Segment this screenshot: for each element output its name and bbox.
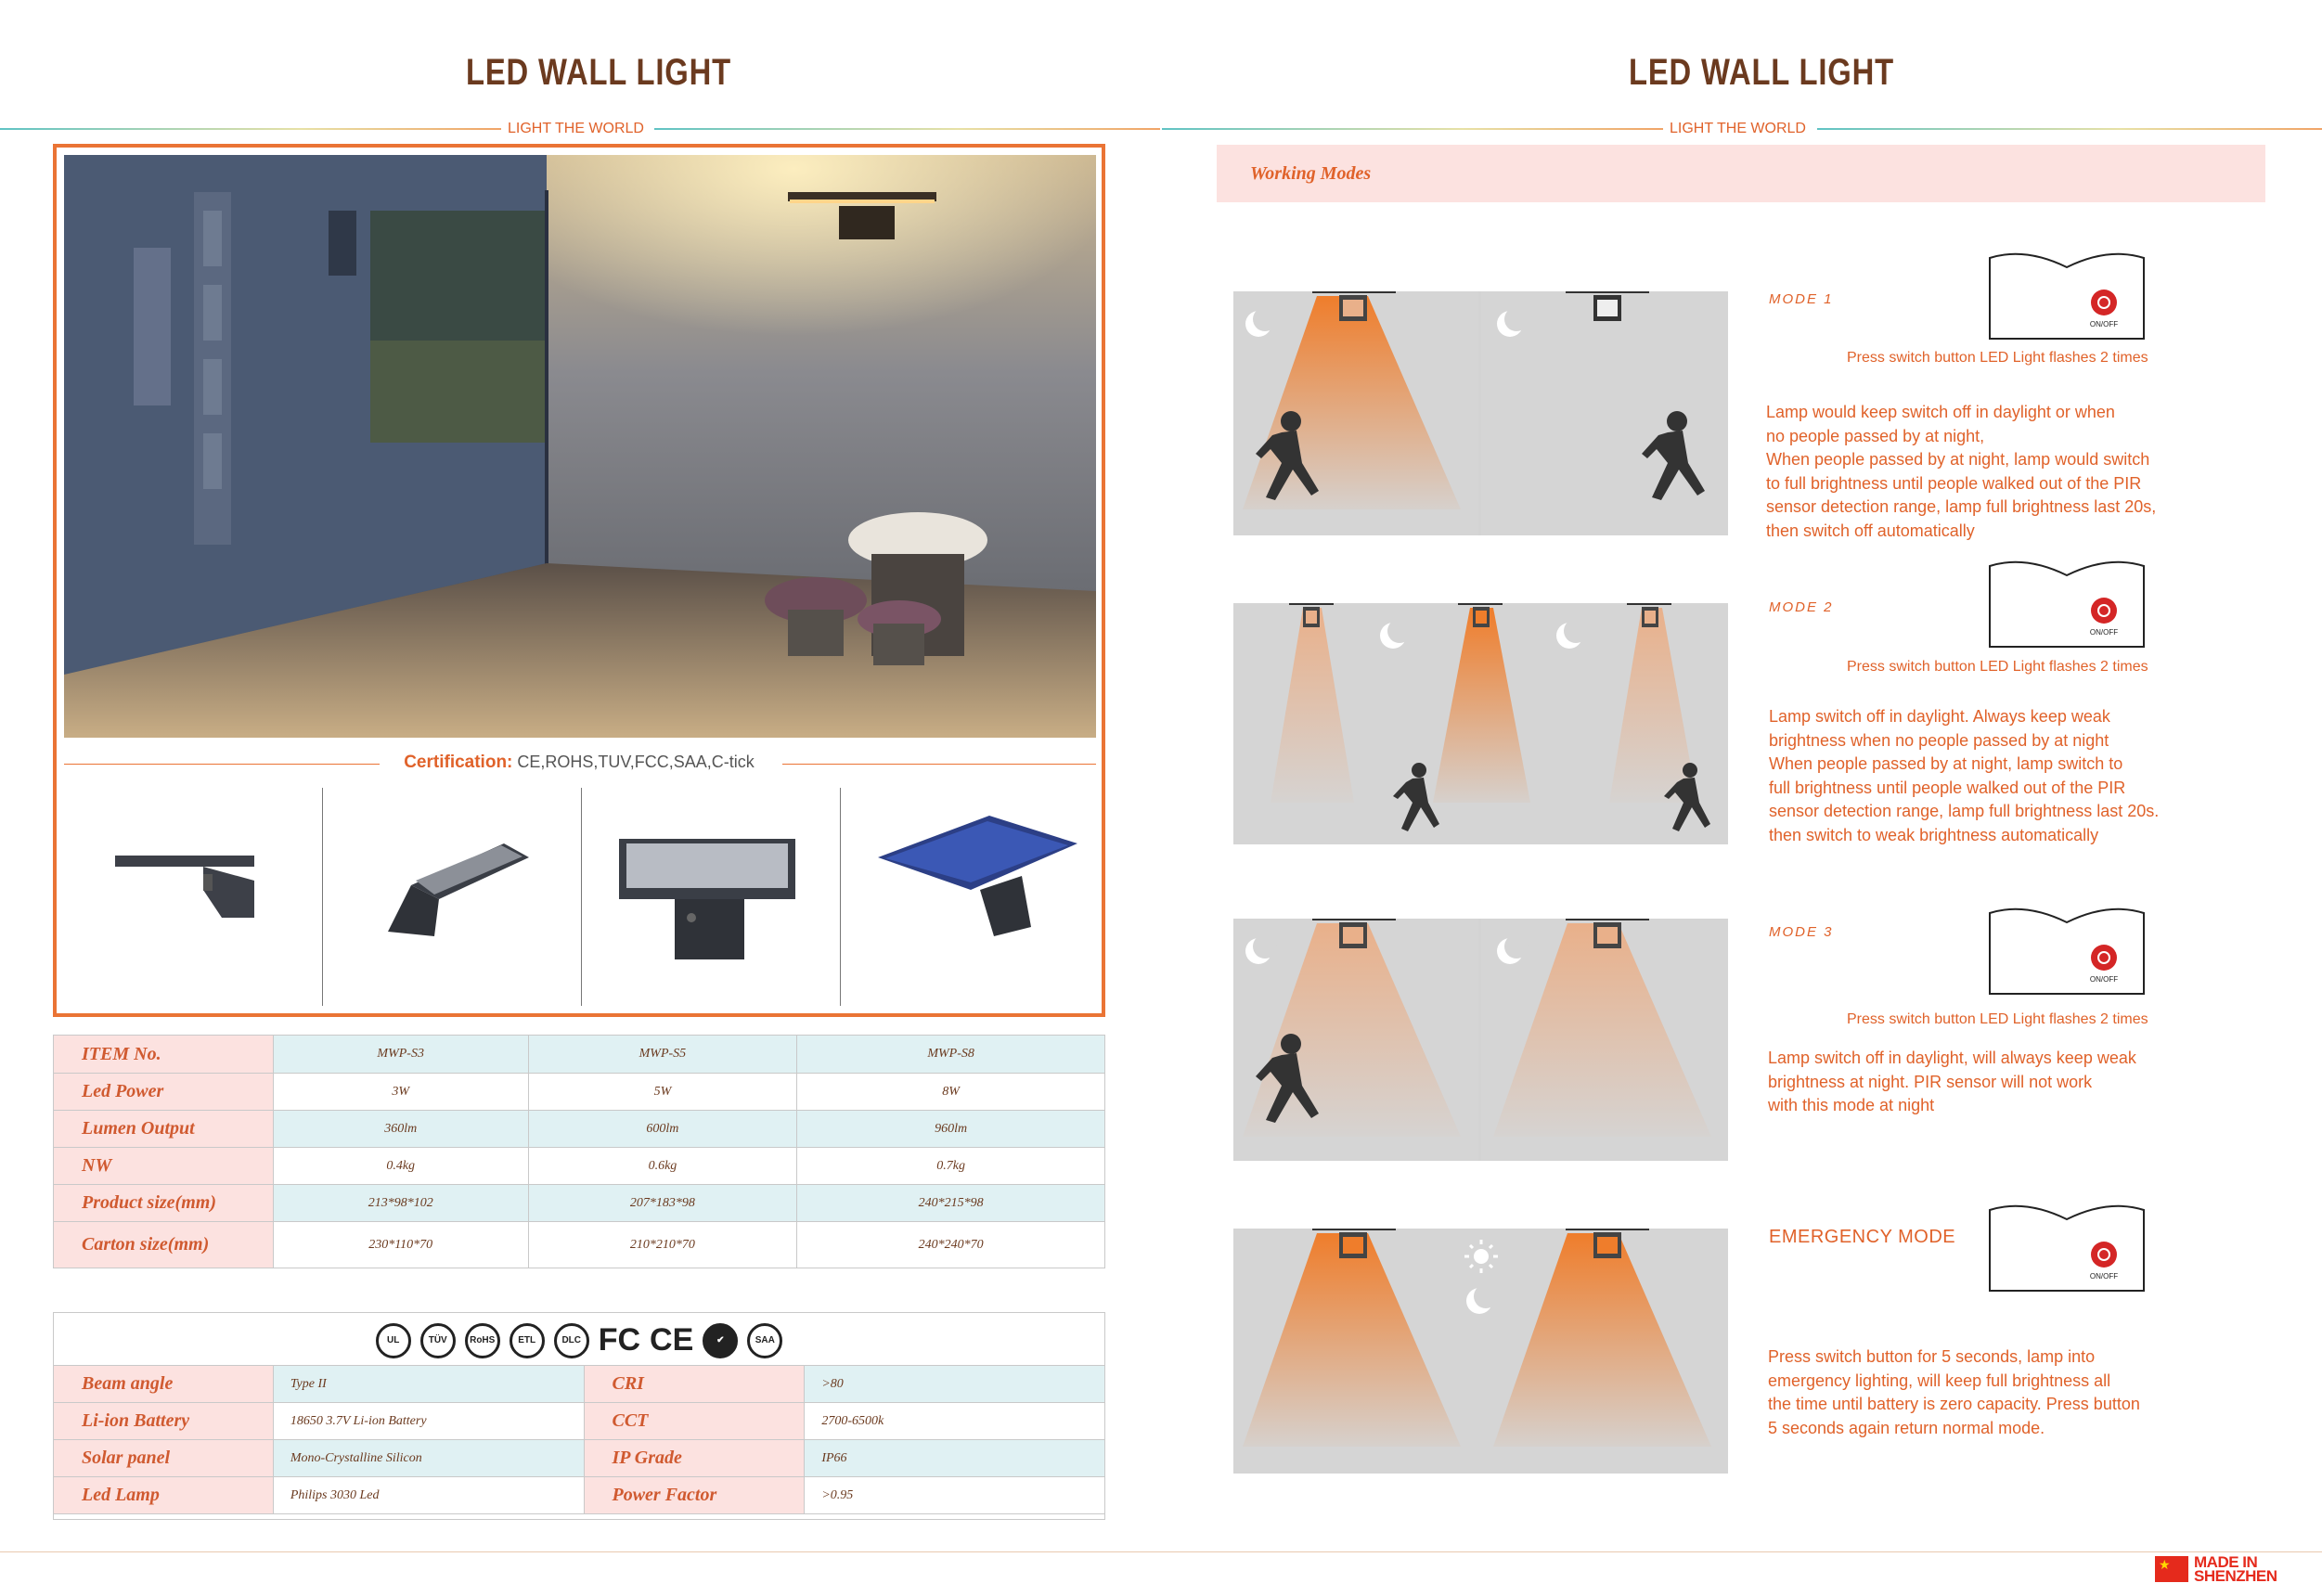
mode2-label: MODE 2 <box>1769 599 1834 615</box>
ul-logo: UL <box>376 1323 411 1358</box>
header-rule-left-b <box>654 128 1160 130</box>
feature-label: Li-ion Battery <box>54 1403 274 1440</box>
header-rule-left <box>0 128 501 130</box>
switch-label: ON/OFF <box>2089 320 2119 328</box>
mode3-caption: Press switch button LED Light flashes 2 times <box>1847 1011 2148 1027</box>
feature-row <box>54 1477 1105 1514</box>
feature-value: >0.95 <box>805 1477 1105 1514</box>
spec-row-label: NW <box>54 1148 274 1185</box>
tuv-logo: TÜV <box>420 1323 456 1358</box>
feature-label: CCT <box>584 1403 805 1440</box>
switch-label: ON/OFF <box>2089 628 2119 637</box>
switch-button-icon <box>1988 559 2146 650</box>
switch-label: ON/OFF <box>2089 975 2119 984</box>
spec-row <box>54 1074 1105 1111</box>
mode1-label: MODE 1 <box>1769 291 1834 307</box>
feature-label: Led Lamp <box>54 1477 274 1514</box>
china-flag-icon <box>2155 1556 2188 1582</box>
spec-cell: 960lm <box>797 1111 1105 1148</box>
spec-header-row <box>54 1036 1105 1074</box>
footer-rule <box>0 1551 2322 1552</box>
spec-cell: 600lm <box>528 1111 797 1148</box>
mode3-description: Lamp switch off in daylight, will always keep weak brightness at night. PIR sensor will not work with this mode at night <box>1768 1049 2136 1114</box>
spec-cell: 3W <box>273 1074 528 1111</box>
switch-button-icon <box>1988 251 2146 341</box>
feature-label: Solar panel <box>54 1440 274 1477</box>
feature-value: 18650 3.7V Li-ion Battery <box>273 1403 584 1440</box>
spec-cell: 8W <box>797 1074 1105 1111</box>
emergency-mode-illustration <box>1233 1229 1728 1474</box>
switch-button-icon <box>1988 1203 2146 1294</box>
rohs-logo: RoHS <box>465 1323 500 1358</box>
spec-row-label: Product size(mm) <box>54 1185 274 1222</box>
made-in-shenzhen-logo <box>2155 1555 2277 1583</box>
mode3-label: MODE 3 <box>1769 924 1834 940</box>
certification-label: Certification: <box>404 753 513 772</box>
spec-row <box>54 1185 1105 1222</box>
feature-label: Beam angle <box>54 1366 274 1403</box>
spec-row-label: Carton size(mm) <box>54 1222 274 1268</box>
switch-label: ON/OFF <box>2089 1272 2119 1281</box>
mode2-description: Lamp switch off in daylight. Always keep weak brightness when no people passed by at night When people passed by at night, lamp switch to full brightness until people walked out of the PIR sensor detection range, lamp full brightness last 20s. then switch to weak brightness automatically <box>1769 707 2160 844</box>
feature-row <box>54 1403 1105 1440</box>
certification-value: CE,ROHS,TUV,FCC,SAA,C-tick <box>517 753 755 771</box>
dlc-logo: DLC <box>554 1323 589 1358</box>
feature-row <box>54 1366 1105 1403</box>
mode2-caption: Press switch button LED Light flashes 2 times <box>1847 659 2148 675</box>
spec-row-label: Led Power <box>54 1074 274 1111</box>
feature-label: Power Factor <box>584 1477 805 1514</box>
certificate-logos <box>54 1322 1104 1358</box>
thumbnail-side-view <box>64 788 323 1006</box>
product-frame <box>53 144 1105 1017</box>
spec-cell: 360lm <box>273 1111 528 1148</box>
certification-line <box>57 753 1102 773</box>
feature-label: IP Grade <box>584 1440 805 1477</box>
product-thumbnails <box>64 788 1096 1006</box>
spec-header-model: MWP-S8 <box>797 1036 1105 1074</box>
spec-cell: 240*240*70 <box>797 1222 1105 1268</box>
emergency-mode-label: EMERGENCY MODE <box>1769 1227 1956 1247</box>
made-in-text <box>2194 1555 2277 1583</box>
switch-button-icon <box>1988 906 2146 997</box>
spec-header-item: ITEM No. <box>54 1036 274 1074</box>
feature-value: Philips 3030 Led <box>273 1477 584 1514</box>
spec-cell: 0.6kg <box>528 1148 797 1185</box>
spec-cell: 5W <box>528 1074 797 1111</box>
made-in-line1: MADE IN <box>2194 1553 2258 1571</box>
feature-value: 2700-6500k <box>805 1403 1105 1440</box>
saa-logo: SAA <box>747 1323 782 1358</box>
working-modes-banner <box>1217 145 2265 202</box>
right-page-title: LED WALL LIGHT <box>1628 52 1895 93</box>
spec-cell: 230*110*70 <box>273 1222 528 1268</box>
thumbnail-solar-panel-view <box>841 788 1099 1006</box>
spec-row <box>54 1111 1105 1148</box>
spec-cell: 210*210*70 <box>528 1222 797 1268</box>
spec-cell: 240*215*98 <box>797 1185 1105 1222</box>
ce-logo: CE <box>650 1322 694 1358</box>
spec-cell: 213*98*102 <box>273 1185 528 1222</box>
feature-label: CRI <box>584 1366 805 1403</box>
spec-row <box>54 1222 1105 1268</box>
made-in-line2: SHENZHEN <box>2194 1567 2277 1585</box>
mode1-caption: Press switch button LED Light flashes 2 times <box>1847 350 2148 366</box>
mode1-description: Lamp would keep switch off in daylight or when no people passed by at night, When people passed by at night, lamp would switch to full brightness until people walked out of the PIR sensor detection range, lamp full brightness last 20s, then switch off automatically <box>1766 403 2157 540</box>
spec-table <box>53 1035 1105 1268</box>
header-rule-right <box>1162 128 1663 130</box>
mode2-illustration <box>1233 603 1728 844</box>
feature-value: >80 <box>805 1366 1105 1403</box>
spec-cell: 0.7kg <box>797 1148 1105 1185</box>
feature-value: Type II <box>273 1366 584 1403</box>
spec-cell: 207*183*98 <box>528 1185 797 1222</box>
thumbnail-front-view <box>582 788 841 1006</box>
feature-row <box>54 1440 1105 1477</box>
spec-row-label: Lumen Output <box>54 1111 274 1148</box>
emergency-mode-description: Press switch button for 5 seconds, lamp into emergency lighting, will keep full brightness all the time until battery is zero capacity. Press button 5 seconds again return normal mode. <box>1768 1347 2140 1437</box>
thumbnail-angled-view <box>323 788 582 1006</box>
header-rule-right-b <box>1817 128 2322 130</box>
c-tick-logo: ✔ <box>703 1323 738 1358</box>
feature-table <box>53 1365 1105 1514</box>
right-tagline: LIGHT THE WORLD <box>1666 121 1810 137</box>
mode1-illustration <box>1233 291 1728 535</box>
spec-header-model: MWP-S3 <box>273 1036 528 1074</box>
left-page-title: LED WALL LIGHT <box>465 52 732 93</box>
left-tagline: LIGHT THE WORLD <box>504 121 648 137</box>
spec-row <box>54 1148 1105 1185</box>
spec-cell: 0.4kg <box>273 1148 528 1185</box>
etl-logo: ETL <box>510 1323 545 1358</box>
feature-value: IP66 <box>805 1440 1105 1477</box>
spec-header-model: MWP-S5 <box>528 1036 797 1074</box>
fcc-logo: FC <box>598 1322 641 1358</box>
working-modes-title: Working Modes <box>1250 163 1372 184</box>
product-installation-photo <box>64 155 1096 738</box>
mode3-illustration <box>1233 919 1728 1161</box>
feature-value: Mono-Crystalline Silicon <box>273 1440 584 1477</box>
